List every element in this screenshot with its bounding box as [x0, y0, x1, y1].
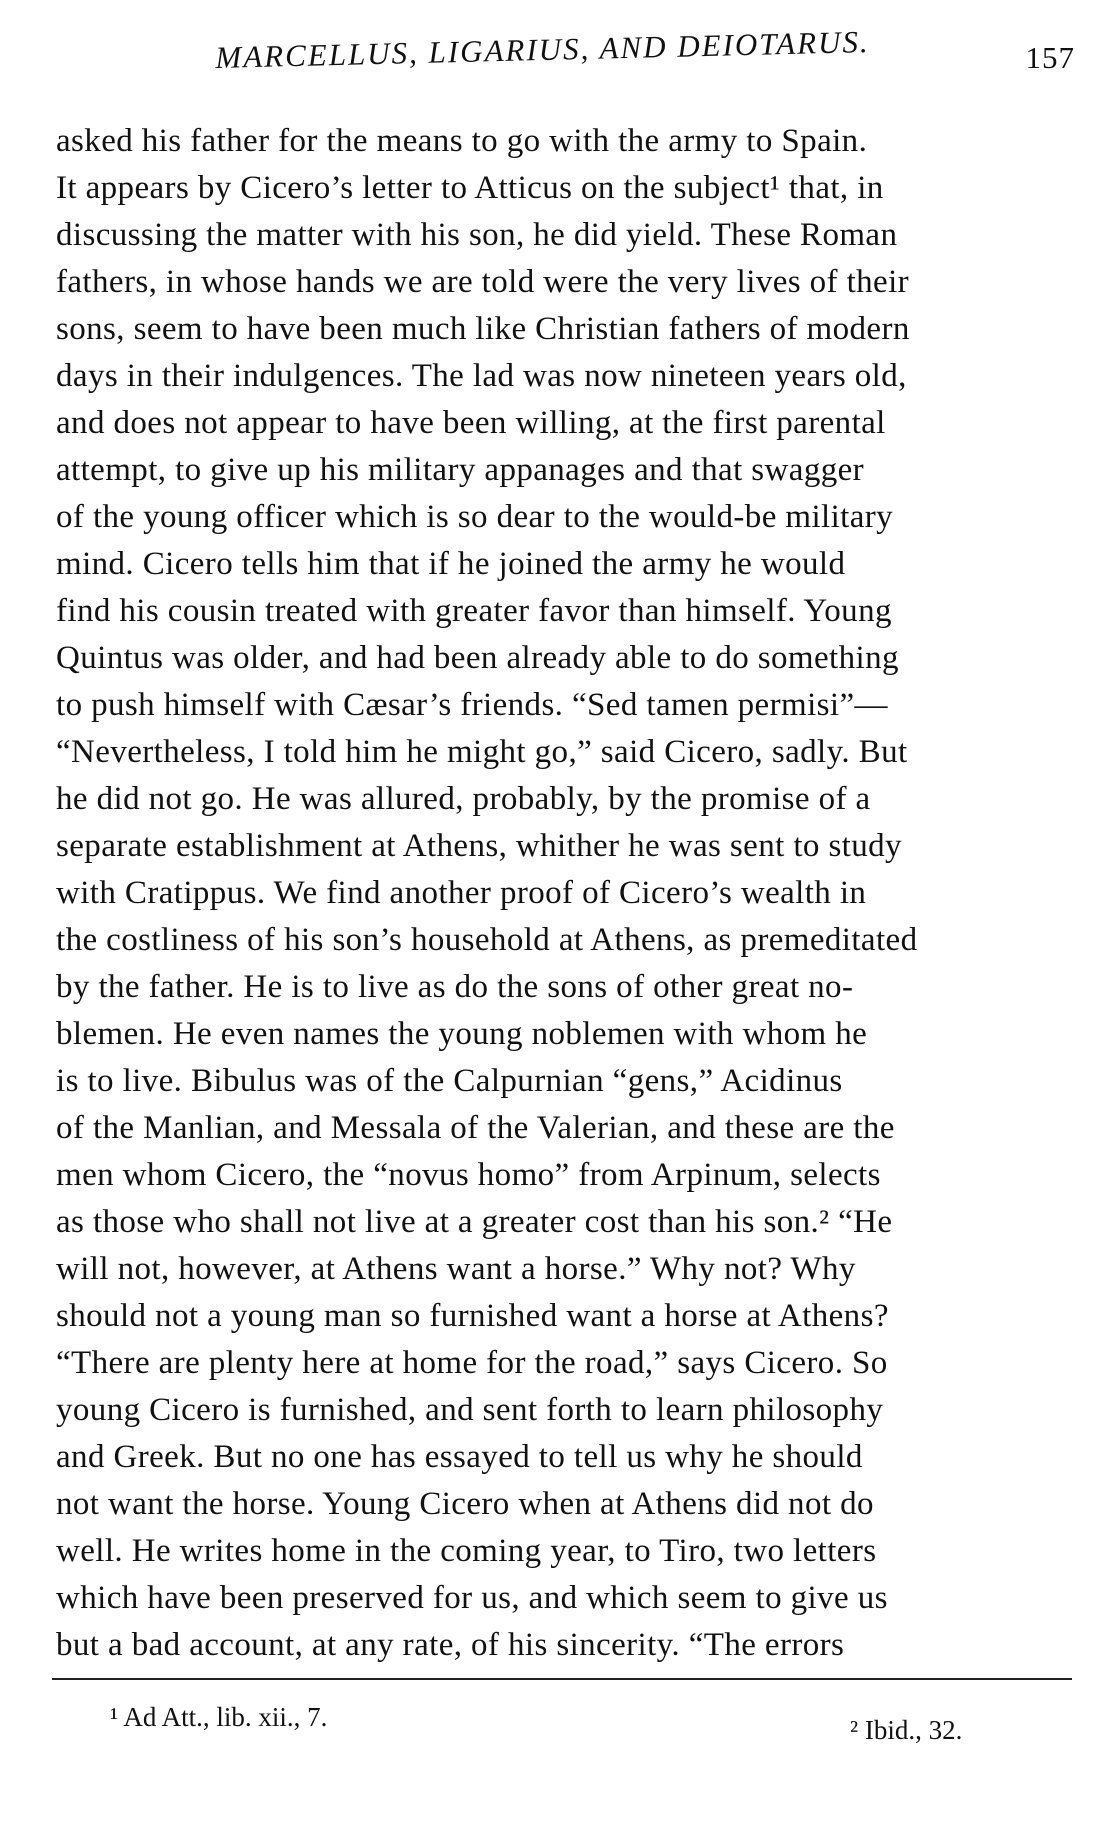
page-number: 157 [1025, 40, 1075, 75]
text-line: should not a young man so furnished want a horse at Athens? [56, 1298, 889, 1334]
text-line: he did not go. He was allured, probably, by the promise of a [56, 781, 871, 817]
footnote-2: ² Ibid., 32. [850, 1715, 963, 1745]
text-line: young Cicero is furnished, and sent forth to learn philosophy [56, 1392, 884, 1428]
footnote-divider [52, 1678, 1072, 1680]
text-line: which have been preserved for us, and which seem to give us [56, 1580, 888, 1616]
text-line: but a bad account, at any rate, of his sincerity. “The errors [56, 1627, 845, 1663]
text-line: “Nevertheless, I told him he might go,” said Cicero, sadly. But [56, 734, 908, 770]
text-line: of the young officer which is so dear to the would-be military [56, 499, 894, 535]
text-line: mind. Cicero tells him that if he joined the army he would [56, 546, 846, 582]
text-line: Quintus was older, and had been already able to do something [56, 640, 899, 676]
running-head [215, 24, 1075, 90]
text-line: not want the horse. Young Cicero when at Athens did not do [56, 1486, 874, 1522]
text-line: will not, however, at Athens want a horse.” Why not? Why [56, 1251, 856, 1287]
text-line: sons, seem to have been much like Christian fathers of modern [56, 311, 910, 347]
text-line: fathers, in whose hands we are told were the very lives of their [56, 264, 910, 300]
text-line: by the father. He is to live as do the sons of other great no- [56, 969, 854, 1005]
text-line: It appears by Cicero’s letter to Atticus on the subject¹ that, in [56, 170, 884, 206]
text-line: men whom Cicero, the “novus homo” from Arpinum, selects [56, 1157, 881, 1193]
text-line: “There are plenty here at home for the road,” says Cicero. So [56, 1345, 888, 1381]
text-line: find his cousin treated with greater favor than himself. Young [56, 593, 892, 629]
text-line: to push himself with Cæsar’s friends. “Sed tamen permisi”— [56, 687, 888, 723]
text-line: with Cratippus. We find another proof of Cicero’s wealth in [56, 875, 867, 911]
text-line: well. He writes home in the coming year, to Tiro, two letters [56, 1533, 877, 1569]
text-line: attempt, to give up his military appanages and that swagger [56, 452, 865, 488]
running-title: MARCELLUS, LIGARIUS, AND DEIOTARUS. [215, 24, 871, 75]
footnote-1: ¹ Ad Att., lib. xii., 7. [110, 1702, 328, 1732]
text-line: days in their indulgences. The lad was now nineteen years old, [56, 358, 907, 394]
body-text [56, 118, 1076, 1669]
text-line: and Greek. But no one has essayed to tell us why he should [56, 1439, 863, 1475]
text-line: discussing the matter with his son, he did yield. These Roman [56, 217, 898, 253]
text-line: blemen. He even names the young noblemen with whom he [56, 1016, 868, 1052]
text-line: the costliness of his son’s household at Athens, as premeditated [56, 922, 918, 958]
text-line: asked his father for the means to go with the army to Spain. [56, 123, 868, 159]
text-line: is to live. Bibulus was of the Calpurnian “gens,” Acidinus [56, 1063, 843, 1099]
text-line: and does not appear to have been willing, at the first parental [56, 405, 886, 441]
text-line: separate establishment at Athens, whither he was sent to study [56, 828, 902, 864]
text-line: as those who shall not live at a greater cost than his son.² “He [56, 1204, 893, 1240]
text-line: of the Manlian, and Messala of the Valerian, and these are the [56, 1110, 895, 1146]
